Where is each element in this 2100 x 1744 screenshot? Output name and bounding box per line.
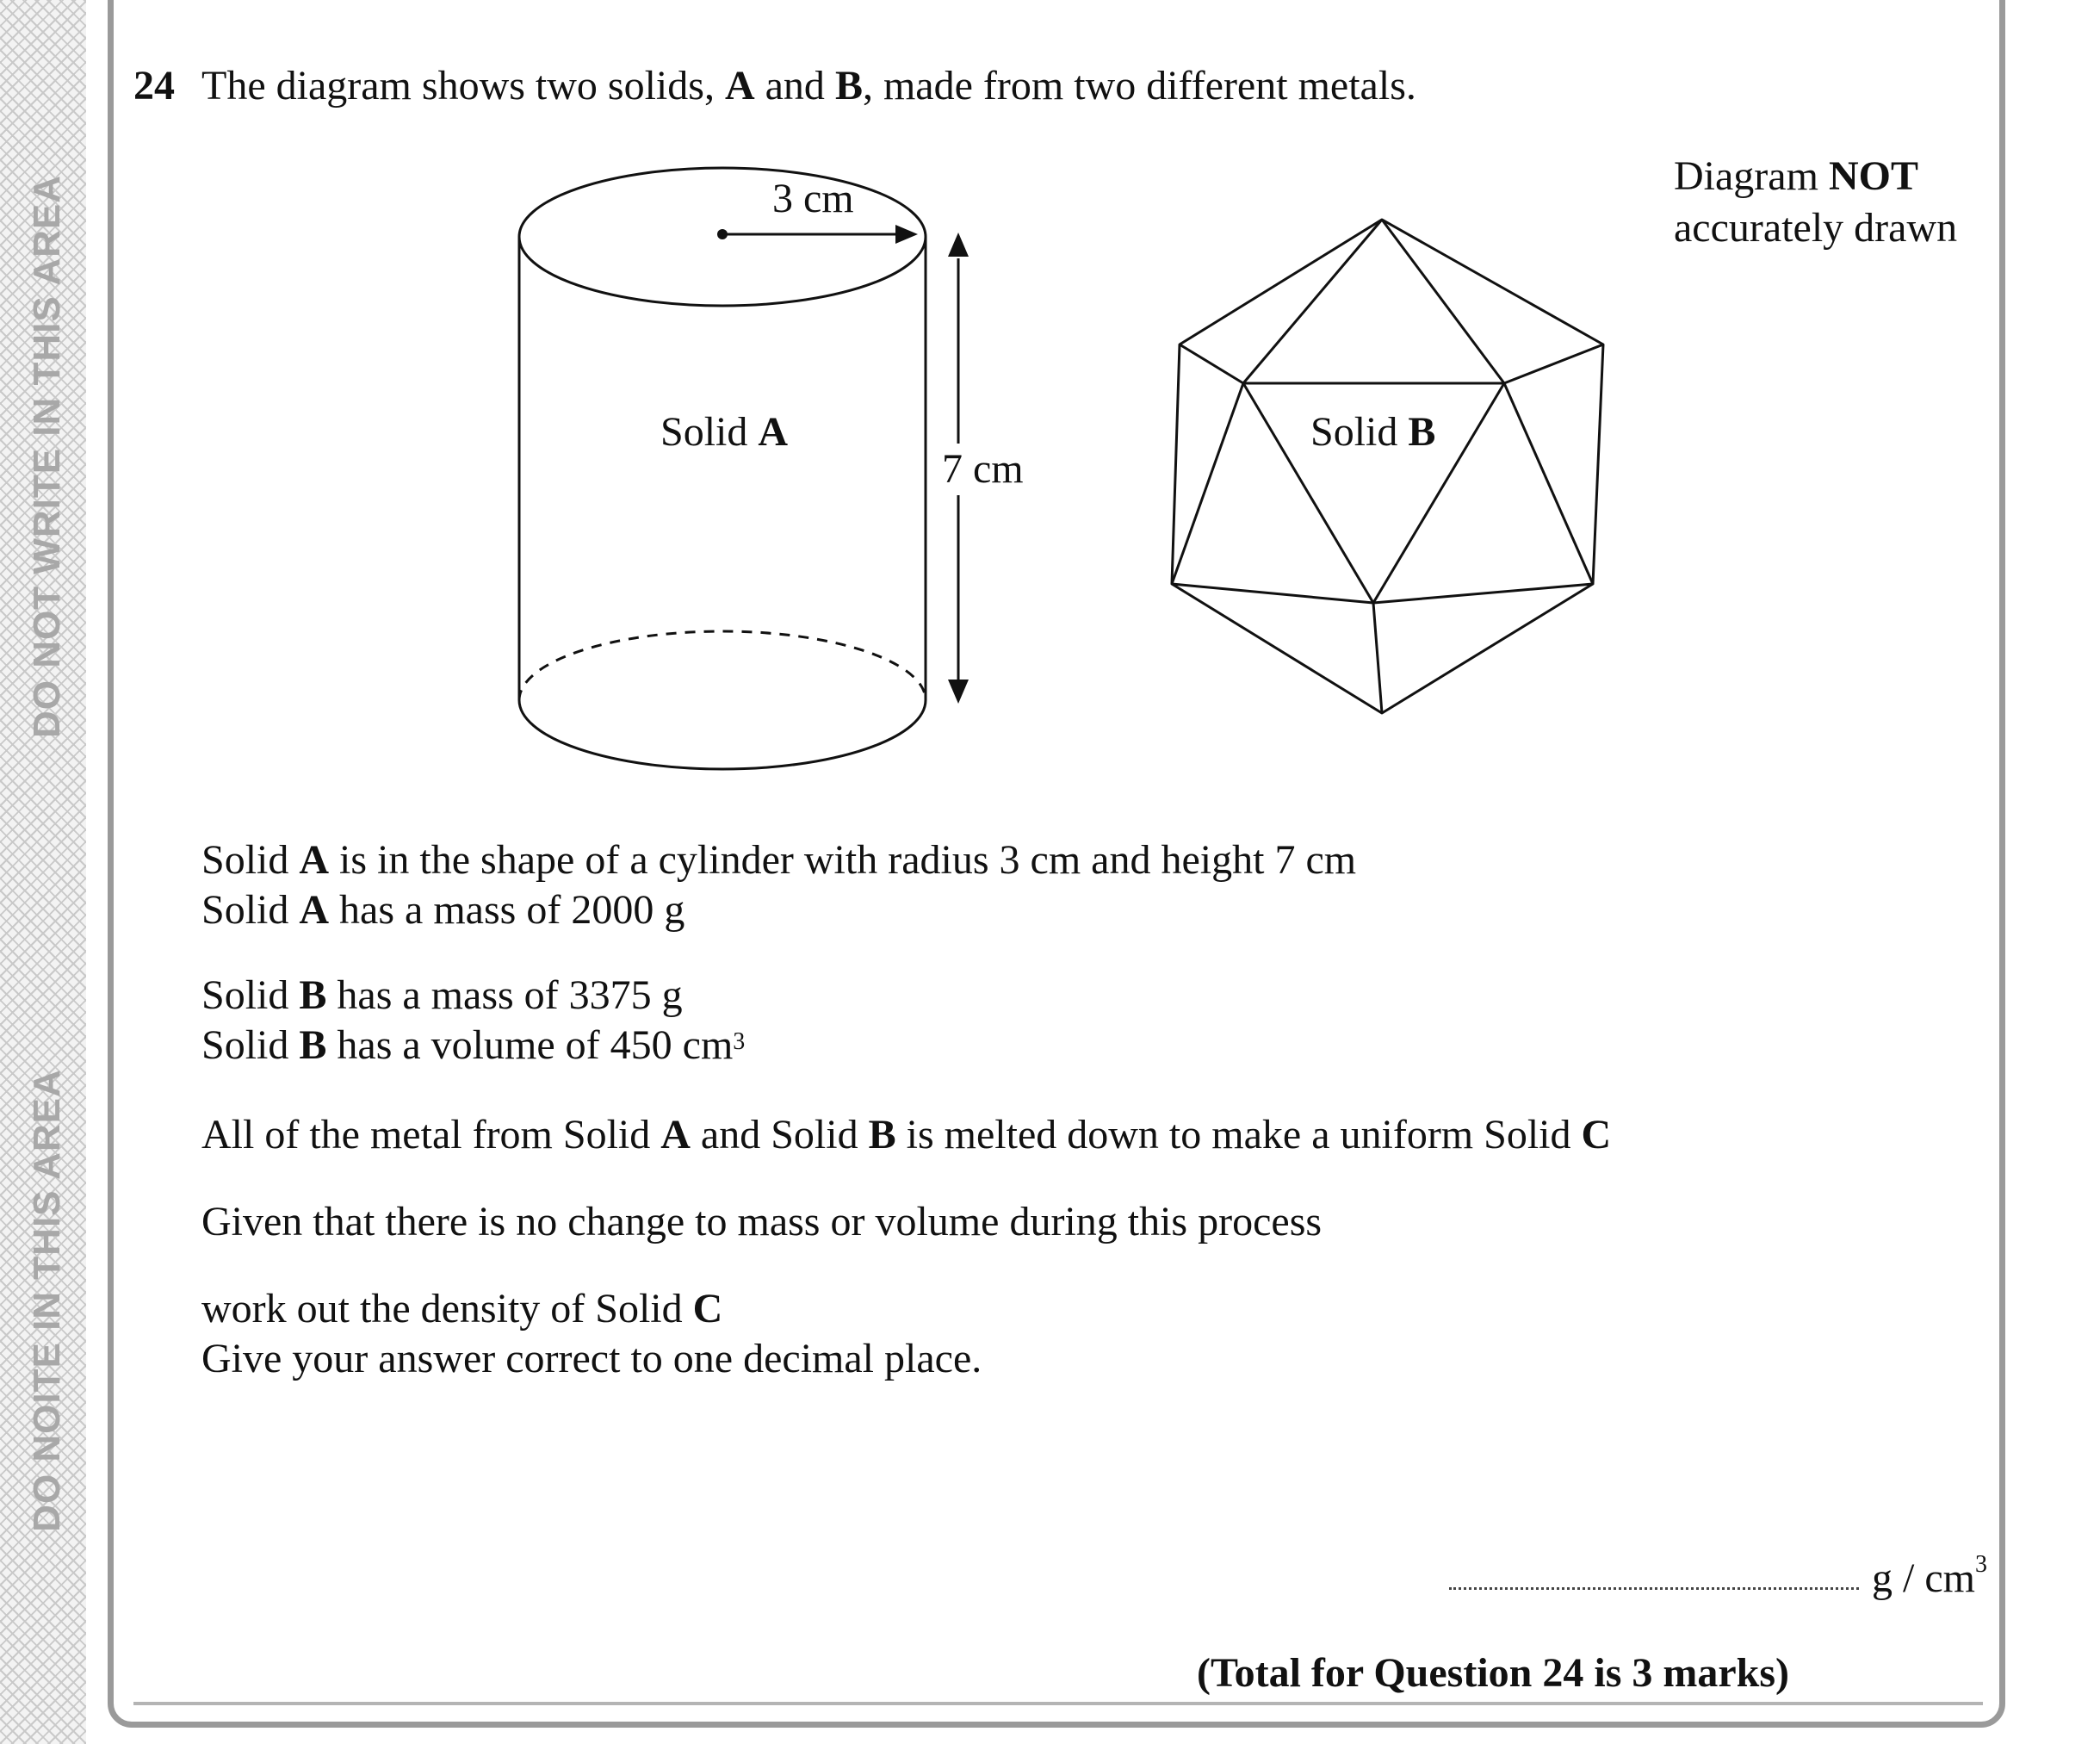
height-label: 7 cm (942, 446, 1024, 492)
cylinder-bottom-front (519, 700, 926, 769)
paragraph-melted: All of the metal from Solid A and Solid B is melted down to make a uniform Solid C (201, 1112, 1612, 1157)
cylinder-solid-a (519, 168, 926, 769)
radius-label: 3 cm (772, 176, 854, 221)
margin-warning-bottom: DO NOITE IN THIS AREA (26, 1069, 68, 1532)
paragraph-given: Given that there is no change to mass or volume during this process (201, 1199, 1323, 1244)
question-number: 24 (133, 63, 175, 109)
paragraph-instructions: work out the density of Solid C Give your answer correct to one decimal place. (201, 1286, 982, 1381)
paragraph-solid-a (201, 835, 1356, 935)
solid-a-mass-line: Solid A has a mass of 2000 g (201, 887, 685, 933)
cylinder-bottom-back-dashed (519, 631, 926, 700)
solid-b-mass-line: Solid B has a mass of 3375 g (201, 972, 683, 1018)
answer-line[interactable] (1449, 1587, 1859, 1590)
radius-arrowhead (895, 225, 918, 244)
icosahedron-label: Solid B (1310, 409, 1436, 455)
cylinder-label: Solid A (660, 409, 789, 455)
height-arrowhead-top (948, 233, 969, 257)
solid-b-volume-line: Solid B has a volume of 450 $cm^3$ (201, 1022, 746, 1068)
question-total: (Total for Question 24 is 3 marks) (1197, 1650, 1790, 1696)
question-intro: The diagram shows two solids, A and B, made from two different metals. (201, 63, 1416, 109)
solid-a-shape-line: Solid A is in the shape of a cylinder with radius 3 cm and height 7 cm (201, 837, 1357, 883)
diagram-note: Diagram NOT accurately drawn (1674, 153, 1958, 251)
paragraph-solid-b (201, 971, 745, 1071)
answer-unit: g / $cm^3$ (1872, 1551, 1987, 1601)
margin-warning-top: DO NOT WRITE IN THIS AREA (26, 174, 68, 739)
height-arrowhead-bottom (948, 680, 969, 704)
icosahedron-solid-b (1172, 220, 1603, 713)
